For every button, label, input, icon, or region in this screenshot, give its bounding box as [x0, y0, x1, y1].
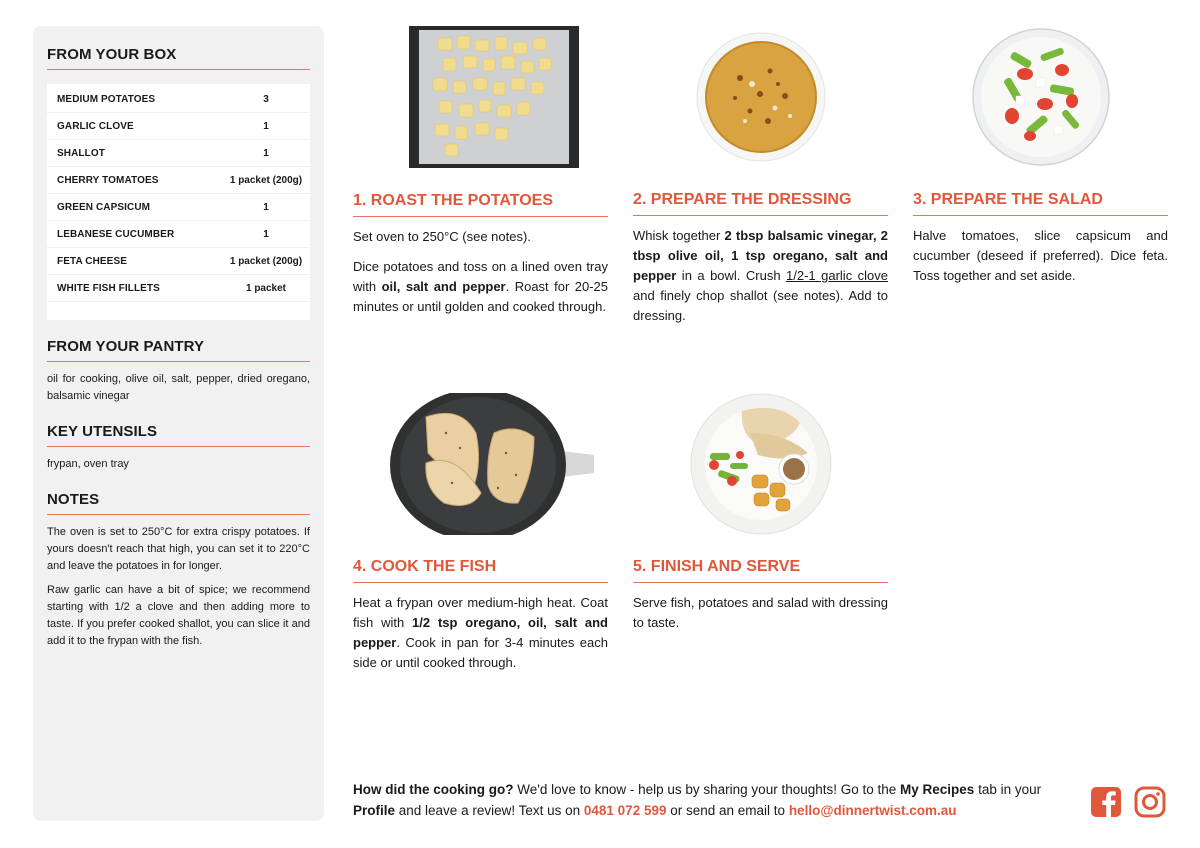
box-ingredients-table	[47, 84, 310, 320]
table-row	[47, 221, 310, 248]
ingredients-sidebar	[33, 26, 324, 821]
ingredient-name: FETA CHEESE	[57, 255, 127, 267]
frypan-image	[366, 393, 596, 535]
fish-frypan-photo	[353, 393, 608, 535]
ingredient-name: SHALLOT	[57, 147, 105, 159]
ingredient-name: GREEN CAPSICUM	[57, 201, 151, 213]
feedback-footer: How did the cooking go? We'd love to know - help us by sharing your thoughts! Go to the My Recipes tab in your Profile and leave a review! Text us on 0481 072 599 or send an email to hello@dinnertwist.com.au	[353, 782, 1042, 818]
step-5-text: Serve fish, potatoes and salad with dressing to taste.	[633, 595, 888, 630]
utensils-text: frypan, oven tray	[47, 458, 129, 470]
my-recipes-link[interactable]: My Recipes	[900, 782, 975, 797]
salad-bowl-image	[970, 26, 1112, 168]
ingredient-qty: 1 packet	[245, 282, 287, 294]
notes-paragraph: Raw garlic can have a bit of spice; we recommend starting with 1/2 a clove and then adding more to taste. If you prefer cooked shallot, you can slice it and add it to the frypan with the fish.	[47, 584, 310, 647]
step-1-title: 1. ROAST THE POTATOES	[353, 192, 608, 217]
ingredient-name: CHERRY TOMATOES	[57, 174, 159, 186]
roasted-potatoes-photo	[353, 26, 608, 168]
notes-section	[47, 491, 310, 650]
dressing-photo	[633, 26, 888, 168]
pantry-text: oil for cooking, olive oil, salt, pepper, dried oregano, balsamic vinegar	[47, 373, 310, 402]
ingredient-name: WHITE FISH FILLETS	[57, 282, 160, 294]
pantry-heading: FROM YOUR PANTRY	[47, 338, 310, 362]
ingredient-qty: 1 packet (200g)	[229, 255, 303, 267]
table-row	[47, 167, 310, 194]
ingredient-qty: 1	[263, 120, 269, 132]
step-3-text: Halve tomatoes, slice capsicum and cucumber (deseed if preferred). Dice feta. Toss together and set aside.	[913, 228, 1168, 283]
table-row	[47, 86, 310, 113]
table-row	[47, 194, 310, 221]
ingredient-name: GARLIC CLOVE	[57, 120, 134, 132]
ingredient-name: MEDIUM POTATOES	[57, 93, 156, 105]
table-row	[47, 275, 310, 302]
pantry-section	[47, 338, 310, 405]
table-row	[47, 248, 310, 275]
facebook-icon[interactable]	[1090, 786, 1122, 823]
email-link[interactable]: hello@dinnertwist.com.au	[788, 803, 957, 818]
ingredient-qty: 1	[263, 201, 269, 213]
step-4-title: 4. COOK THE FISH	[353, 558, 608, 583]
step-1-body	[353, 227, 608, 317]
step-1	[353, 26, 608, 317]
step-4-body	[353, 593, 608, 673]
phone-link[interactable]: 0481 072 599	[583, 803, 667, 818]
step-2	[633, 26, 888, 326]
ingredient-qty: 1 packet (200g)	[229, 174, 303, 186]
notes-paragraph: The oven is set to 250°C for extra crispy potatoes. If yours doesn't reach that high, you can set it to 220°C and leave the potatoes in for longer.	[47, 526, 310, 572]
table-row	[47, 113, 310, 140]
instagram-icon[interactable]	[1134, 786, 1166, 823]
step-1-text: Set oven to 250°C (see notes).	[353, 229, 531, 244]
finished-plate-photo	[633, 393, 888, 535]
step-2-body	[633, 226, 888, 326]
step-3	[913, 26, 1168, 286]
utensils-heading: KEY UTENSILS	[47, 423, 310, 447]
step-4	[353, 393, 608, 673]
notes-heading: NOTES	[47, 491, 310, 515]
ingredient-qty: 3	[263, 93, 269, 105]
box-heading: FROM YOUR BOX	[47, 46, 310, 70]
step-5	[633, 393, 888, 633]
step-1-text-2: Dice potatoes and toss on a lined oven tray with oil, salt and pepper. Roast for 20-25 minutes or until golden and cooked through.	[353, 259, 609, 314]
step-5-body	[633, 593, 888, 633]
salad-photo	[913, 26, 1168, 168]
profile-link[interactable]: Profile	[353, 803, 396, 818]
utensils-section	[47, 423, 310, 473]
step-2-text: Whisk together 2 tbsp balsamic vinegar, 2 tbsp olive oil, 1 tsp oregano, salt and pepper in a bowl. Crush 1/2-1 garlic clove and finely chop shallot (see notes). Add to dressing.	[633, 228, 888, 323]
step-4-text: Heat a frypan over medium-high heat. Coat fish with 1/2 tsp oregano, oil, salt and pepper. Cook in pan for 3-4 minutes each side or until cooked through.	[353, 595, 608, 670]
step-3-title: 3. PREPARE THE SALAD	[913, 191, 1168, 216]
footer-question: How did the cooking go?	[353, 782, 514, 797]
table-row	[47, 140, 310, 167]
plate-image	[690, 393, 832, 535]
step-3-body	[913, 226, 1168, 286]
ingredient-name: LEBANESE CUCUMBER	[57, 228, 175, 240]
step-2-title: 2. PREPARE THE DRESSING	[633, 191, 888, 216]
oven-tray-image	[383, 26, 579, 168]
step-5-title: 5. FINISH AND SERVE	[633, 558, 888, 583]
ingredient-qty: 1	[263, 147, 269, 159]
ingredient-qty: 1	[263, 228, 269, 240]
dressing-bowl-image	[690, 26, 832, 168]
